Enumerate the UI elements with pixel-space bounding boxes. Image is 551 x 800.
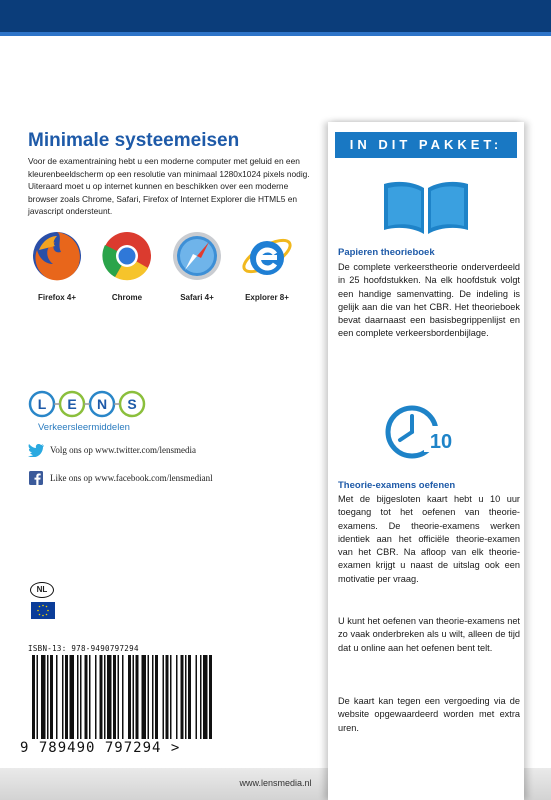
twitter-text: Volg ons op www.twitter.com/lensmedia — [50, 445, 196, 455]
safari-icon — [169, 228, 225, 284]
eu-flag-icon — [31, 602, 55, 619]
svg-text:E: E — [67, 396, 77, 412]
browser-label: Firefox 4+ — [37, 293, 76, 302]
section-exams-title: Theorie-examens oefenen — [338, 480, 456, 491]
browser-firefox — [22, 228, 92, 302]
section-exams-text-2: U kunt het oefenen van theorie-examens net zo vaak onderbreken als u wilt, alleen de tijd dat u online aan het oefenen bent telt. — [338, 616, 520, 653]
browser-list — [22, 228, 312, 302]
browser-label: Explorer 8+ — [245, 293, 289, 302]
book-icon — [380, 178, 472, 238]
isbn-label: ISBN-13: 978-9490797294 — [28, 644, 139, 653]
browser-chrome — [92, 228, 162, 302]
barcode-number: 9 789490 797294 > — [20, 740, 181, 756]
section-theory-book-text: De complete verkeerstheorie onderverdeeld in 25 hoofdstukken. Na elk hoofdstuk volgt een handige samenvatting. De indeling is gelijk aan die van het CBR. Het theorieboek bevat daarnaast een basisbegrippenlijst en een complete verkeersbordenbijlage. — [338, 262, 520, 339]
twitter-icon — [28, 443, 45, 457]
svg-text:L: L — [37, 396, 47, 412]
facebook-text: Like ons op www.facebook.com/lensmedianl — [50, 473, 213, 483]
clock-number: 10 — [429, 431, 453, 453]
section-theory-book-title: Papieren theorieboek — [338, 247, 435, 258]
internet-explorer-icon — [239, 228, 295, 284]
footer-website[interactable]: www.lensmedia.nl — [239, 778, 312, 788]
country-badge: NL — [30, 582, 54, 598]
browser-label: Safari 4+ — [180, 293, 214, 302]
clock-icon — [384, 402, 464, 462]
barcode — [28, 655, 286, 745]
package-panel — [328, 122, 524, 800]
top-banner — [0, 0, 551, 32]
requirements-title: Minimale systeemeisen — [28, 130, 240, 151]
browser-safari — [162, 228, 232, 302]
browser-explorer — [232, 228, 302, 302]
browser-label: Chrome — [111, 293, 143, 302]
brand-subtitle: Verkeersleermiddelen — [38, 422, 130, 433]
firefox-icon — [29, 228, 85, 284]
panel-heading: IN DIT PAKKET: — [335, 132, 517, 158]
section-exams-text-3: De kaart kan tegen een vergoeding via de website opgewaardeerd worden met extra uren. — [338, 696, 520, 733]
facebook-icon — [29, 471, 43, 485]
svg-text:N: N — [96, 396, 108, 412]
top-banner-accent — [0, 32, 551, 36]
svg-text:S: S — [127, 396, 137, 412]
chrome-icon — [99, 228, 155, 284]
requirements-text: Voor de examentraining hebt u een moderne computer met geluid en een kleurenbeeldscherm op een resolutie van minimaal 1280x1024 pixels nodig. Uiteraard moet u op internet kunnen en beschikken over een moderne browser zoals Chrome, Safari, Firefox of Internet Explorer die HTML5 en javascript ondersteunt. — [28, 156, 310, 217]
section-exams-text-1: Met de bijgesloten kaart hebt u 10 uur toegang tot het oefenen van theorie-examens. De theorie-examens werken identiek aan het officiële theorie-examen van het CBR. Na afloop van elk theorie-examen krijgt u naast de uitslag ook een motivatie per vraag. — [338, 494, 520, 584]
